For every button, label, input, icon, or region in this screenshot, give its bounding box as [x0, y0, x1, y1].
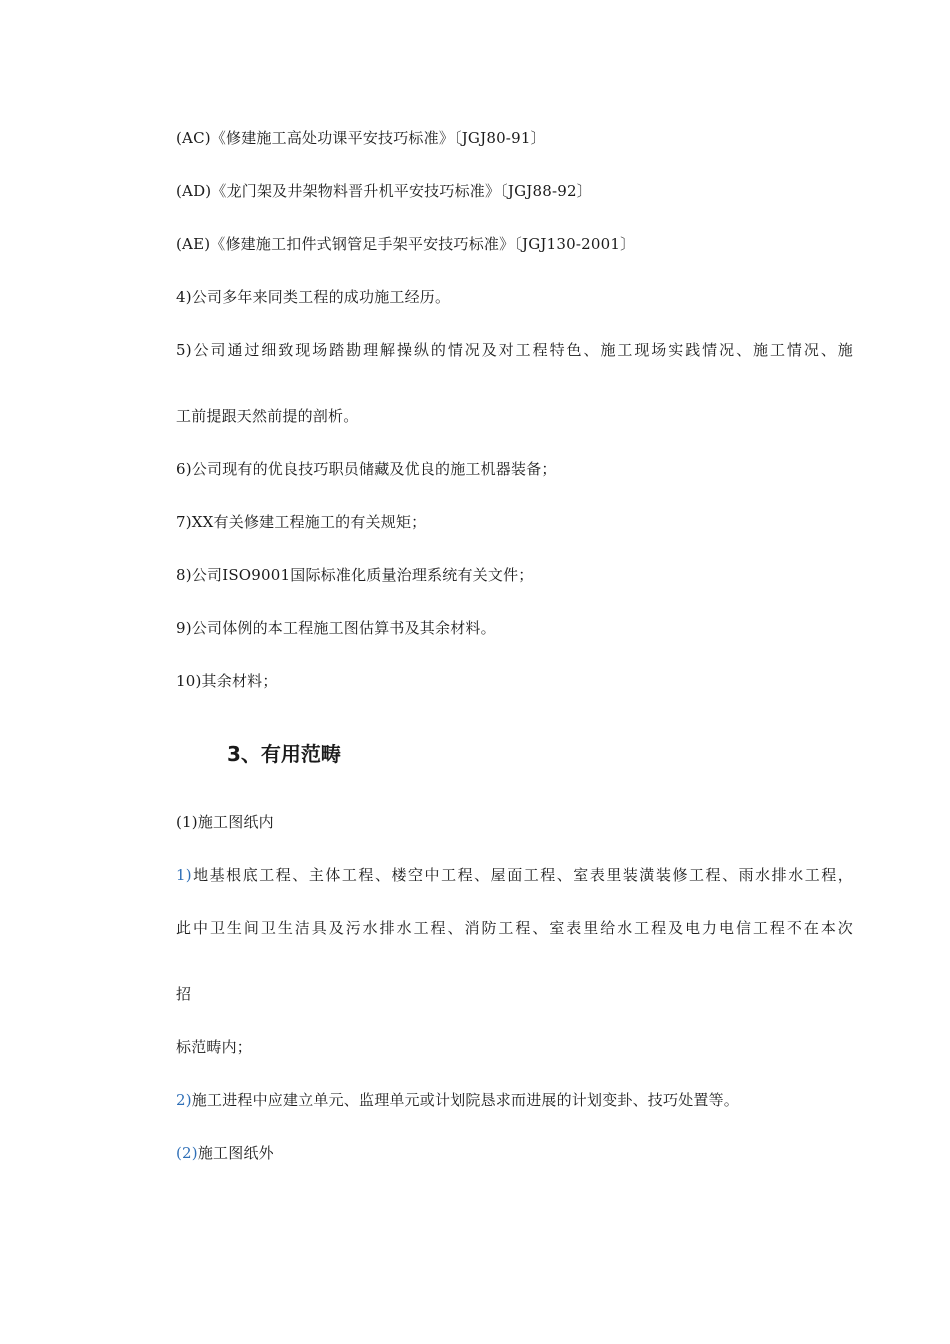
- section-heading: 3、有用范畴: [227, 742, 341, 766]
- list-text: 地基根底工程、主体工程、楼空中工程、屋面工程、室表里装潢装修工程、雨水排水工程，: [191, 866, 853, 884]
- basis-item-9: 9)公司体例的本工程施工图估算书及其余材料。: [176, 619, 496, 637]
- basis-item-5: 5)公司通过细致现场踏勘理解操纵的情况及对工程特色、施工现场实践情况、施工情况、施: [176, 341, 853, 359]
- standard-ref-ae: (AE)《修建施工扣件式钢管足手架平安技巧标准》〔JGJ130-2001〕: [176, 235, 636, 253]
- list-marker: 1): [176, 866, 192, 884]
- standard-ref-ac: (AC)《修建施工高处功课平安技巧标准》〔JGJ80-91〕: [176, 129, 546, 147]
- basis-item-6: 6)公司现有的优良技巧职员储藏及优良的施工机器装备；: [176, 460, 557, 478]
- basis-item-7: 7)XX有关修建工程施工的有关规矩；: [176, 513, 427, 531]
- basis-item-4: 4)公司多年来同类工程的成功施工经历。: [176, 288, 451, 306]
- scope-item-1-sub-1-cont-2: 招: [176, 985, 192, 1003]
- scope-item-1-sub-1-cont: 此中卫生间卫生洁具及污水排水工程、消防工程、室表里给水工程及电力电信工程不在本次: [176, 919, 853, 937]
- scope-item-1-sub-1-cont-3: 标范畴内；: [176, 1038, 253, 1056]
- list-text: 施工图纸外: [197, 1144, 274, 1162]
- scope-item-1-sub-2: [176, 1090, 739, 1110]
- standard-ref-ad: (AD)《龙门架及井架物料晋升机平安技巧标准》〔JGJ88-92〕: [176, 182, 592, 200]
- scope-item-2-title: [176, 1143, 274, 1163]
- basis-item-10: 10)其余材料；: [176, 672, 278, 690]
- list-marker: 2): [176, 1091, 192, 1109]
- basis-item-8: 8)公司ISO9001国际标准化质量治理系统有关文件；: [176, 566, 534, 584]
- basis-item-5-cont: 工前提跟天然前提的剖析。: [176, 407, 359, 425]
- list-text: 施工进程中应建立单元、监理单元或计划院恳求而进展的计划变卦、技巧处置等。: [191, 1091, 740, 1109]
- scope-item-1-sub-1: [176, 865, 853, 885]
- scope-item-1-title: (1)施工图纸内: [176, 813, 274, 831]
- list-marker: (2): [176, 1144, 198, 1162]
